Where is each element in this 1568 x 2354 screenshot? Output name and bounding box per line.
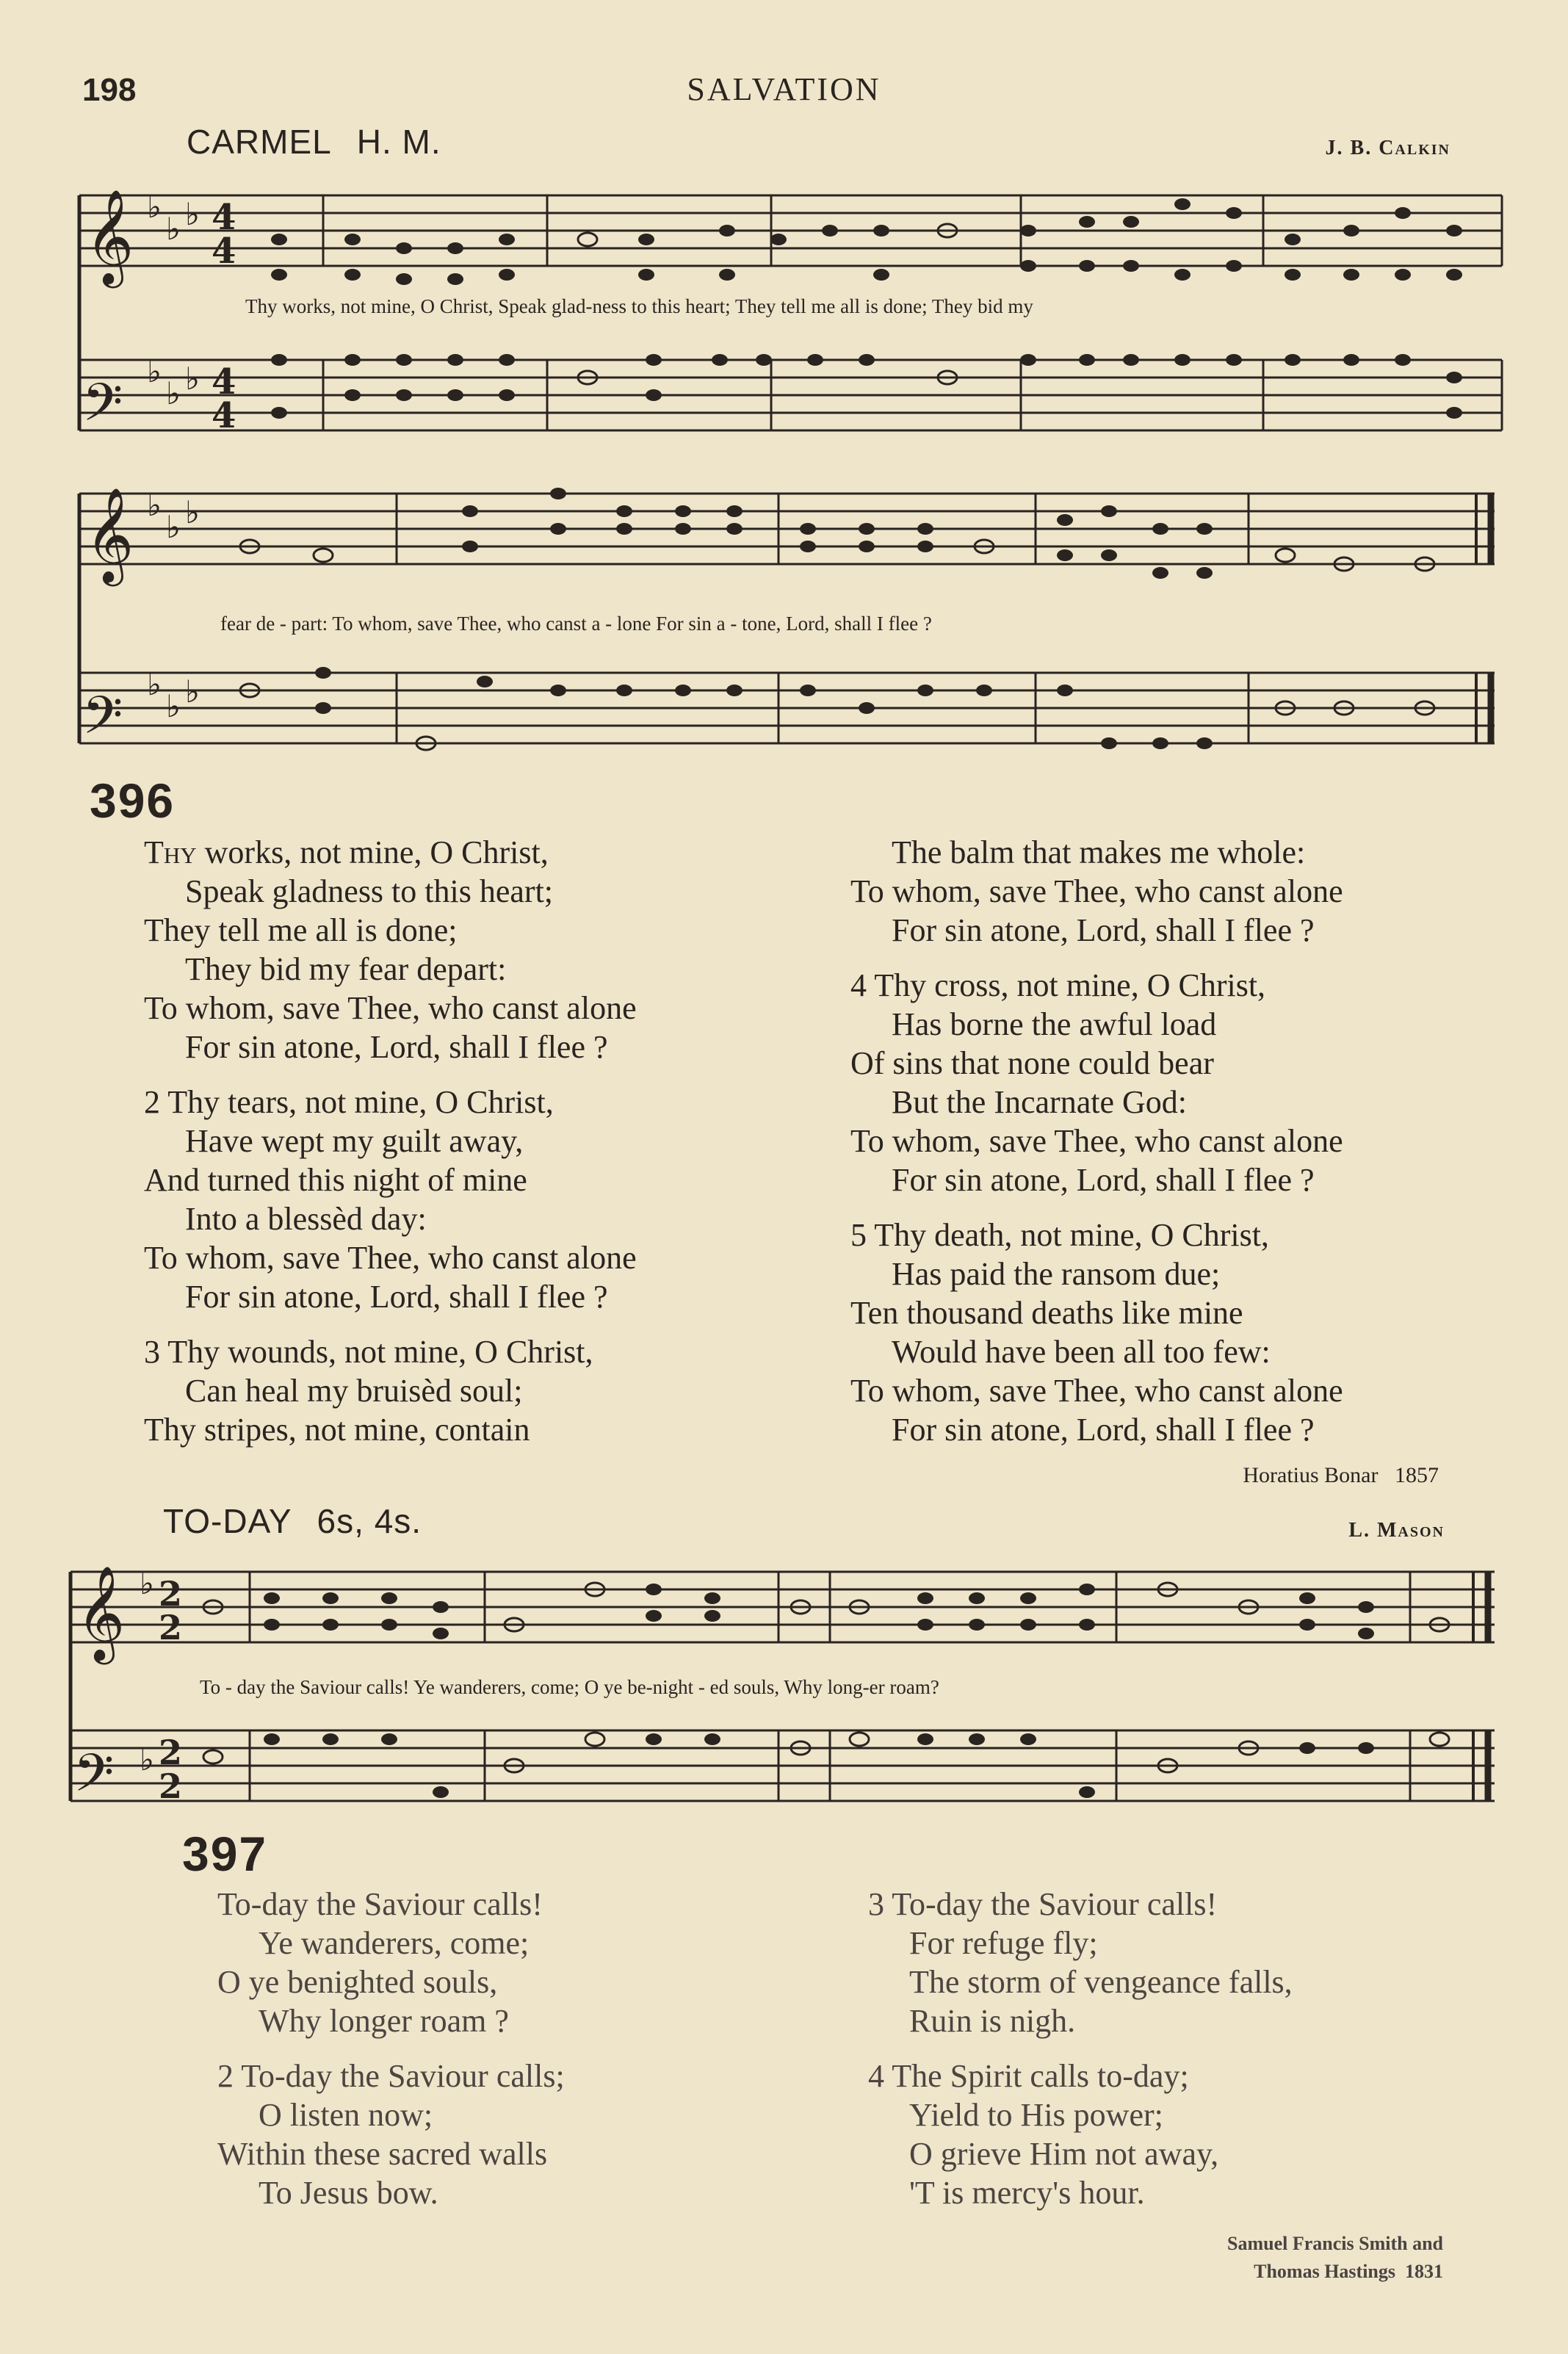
- svg-text:♭: ♭: [185, 674, 200, 710]
- bass-staff-1: [79, 360, 1502, 430]
- author-credit-397: Samuel Francis Smith and Thomas Hastings 1831: [1227, 2233, 1443, 2282]
- svg-text:♭: ♭: [185, 361, 200, 397]
- svg-text:♭: ♭: [147, 353, 162, 389]
- svg-text:𝄞: 𝄞: [76, 1565, 126, 1661]
- hymn-396-right-column: [850, 833, 1343, 1465]
- stanza-1: Thy works, not mine, O Christ, Speak gladness to this heart; They tell me all is done; They bid my fear depart: To whom, save Thee, who canst alone For sin atone, Lord, shall I flee ?: [144, 834, 637, 1065]
- stanza-2: 2 Thy tears, not mine, O Christ, Have wept my guilt away, And turned this night of mine Into a blessèd day: To whom, save Thee, who canst alone For sin atone, Lord, shall I flee ?: [144, 1084, 637, 1315]
- stanza-4: 4 Thy cross, not mine, O Christ, Has borne the awful load Of sins that none could bear But the Incarnate God: To whom, save Thee, who canst alone For sin atone, Lord, shall I flee ?: [850, 967, 1343, 1198]
- svg-text:♭: ♭: [166, 688, 181, 724]
- treble-staff-3: [71, 1572, 1495, 1642]
- running-head: SALVATION: [687, 71, 881, 107]
- bass-clef-icon: 𝄢: [82, 372, 123, 446]
- svg-text:𝄢: 𝄢: [82, 685, 123, 759]
- composer-credit: L. Mason: [1348, 1519, 1445, 1542]
- hymn-396-left-column: [144, 833, 637, 1465]
- stanza-3: 3 To-day the Saviour calls! For refuge fly; The storm of vengeance falls, Ruin is nigh.: [868, 1886, 1293, 2039]
- svg-text:♭: ♭: [147, 666, 162, 702]
- treble-clef-icon: 𝄞: [85, 189, 134, 284]
- treble-notes-3: [203, 1583, 1449, 1639]
- music-score-carmel: [0, 0, 1568, 764]
- tune-meter: 6s, 4s.: [317, 1502, 422, 1540]
- svg-text:𝄞: 𝄞: [85, 487, 134, 582]
- hymn-397-left-column: [217, 1885, 565, 2228]
- tune-name: TO-DAY: [163, 1502, 292, 1540]
- svg-text:♭: ♭: [140, 1565, 154, 1601]
- svg-text:♭: ♭: [185, 494, 200, 530]
- stanza-1: To-day the Saviour calls! Ye wanderers, come; O ye benighted souls, Why longer roam ?: [217, 1886, 543, 2039]
- music-lyrics-line-2: fear de - part: To whom, save Thee, who canst a - lone For sin a - tone, Lord, shall I flee ?: [220, 613, 932, 635]
- stanza-4: 4 The Spirit calls to-day; Yield to His power; O grieve Him not away, 'T is mercy's hour.: [868, 2058, 1219, 2211]
- treble-staff-2: [79, 494, 1495, 564]
- author-credit-396: Horatius Bonar 1857: [1243, 1463, 1439, 1487]
- svg-text:2: 2: [159, 1574, 183, 1614]
- svg-text:2: 2: [159, 1766, 183, 1806]
- svg-text:4: 4: [212, 197, 236, 238]
- bass-staff-3: [71, 1730, 1495, 1801]
- svg-text:4: 4: [212, 395, 236, 436]
- stanza-5: 5 Thy death, not mine, O Christ, Has paid the ransom due; Ten thousand deaths like mine Would have been all too few: To whom, save Thee, who canst alone For sin atone, Lord, shall I flee ?: [850, 1217, 1343, 1448]
- svg-text:♭: ♭: [166, 509, 181, 545]
- svg-text:𝄢: 𝄢: [73, 1743, 115, 1816]
- composer-credit: J. B. Calkin: [1325, 137, 1450, 159]
- music-lyrics-line-1: Thy works, not mine, O Christ, Speak glad-ness to this heart; They tell me all is done; They bid my: [245, 295, 1033, 317]
- treble-staff-1: [79, 195, 1502, 266]
- music-lyrics-line-3: To - day the Saviour calls! Ye wanderers, come; O ye be-night - ed souls, Why long-er roam?: [200, 1676, 939, 1698]
- svg-text:♭: ♭: [140, 1741, 154, 1777]
- stanza-3: 3 Thy wounds, not mine, O Christ, Can heal my bruisèd soul; Thy stripes, not mine, contain: [144, 1334, 593, 1448]
- svg-text:4: 4: [212, 231, 236, 272]
- tune-name: CARMEL: [187, 123, 332, 161]
- page-number: 198: [82, 72, 137, 108]
- svg-text:2: 2: [159, 1733, 183, 1772]
- hymn-number-397: 397: [182, 1827, 268, 1881]
- svg-text:♭: ♭: [166, 211, 181, 247]
- svg-text:♭: ♭: [147, 189, 162, 225]
- stanza-2: 2 To-day the Saviour calls; O listen now; Within these sacred walls To Jesus bow.: [217, 2058, 565, 2211]
- bass-notes-1: [271, 354, 1462, 419]
- stanza-3-cont: The balm that makes me whole: To whom, save Thee, who canst alone For sin atone, Lord, shall I flee ?: [850, 834, 1343, 948]
- bass-staff-2: [79, 673, 1495, 743]
- tune-title-today: [163, 1501, 422, 1541]
- hymn-397-right-column: [868, 1885, 1293, 2228]
- svg-text:♭: ♭: [147, 487, 162, 523]
- svg-text:4: 4: [212, 361, 236, 402]
- svg-text:♭: ♭: [166, 375, 181, 411]
- treble-notes-1: [271, 198, 1462, 285]
- tune-meter: H. M.: [356, 123, 441, 161]
- svg-text:2: 2: [159, 1608, 183, 1647]
- hymn-number-396: 396: [90, 773, 176, 828]
- svg-text:♭: ♭: [185, 196, 200, 232]
